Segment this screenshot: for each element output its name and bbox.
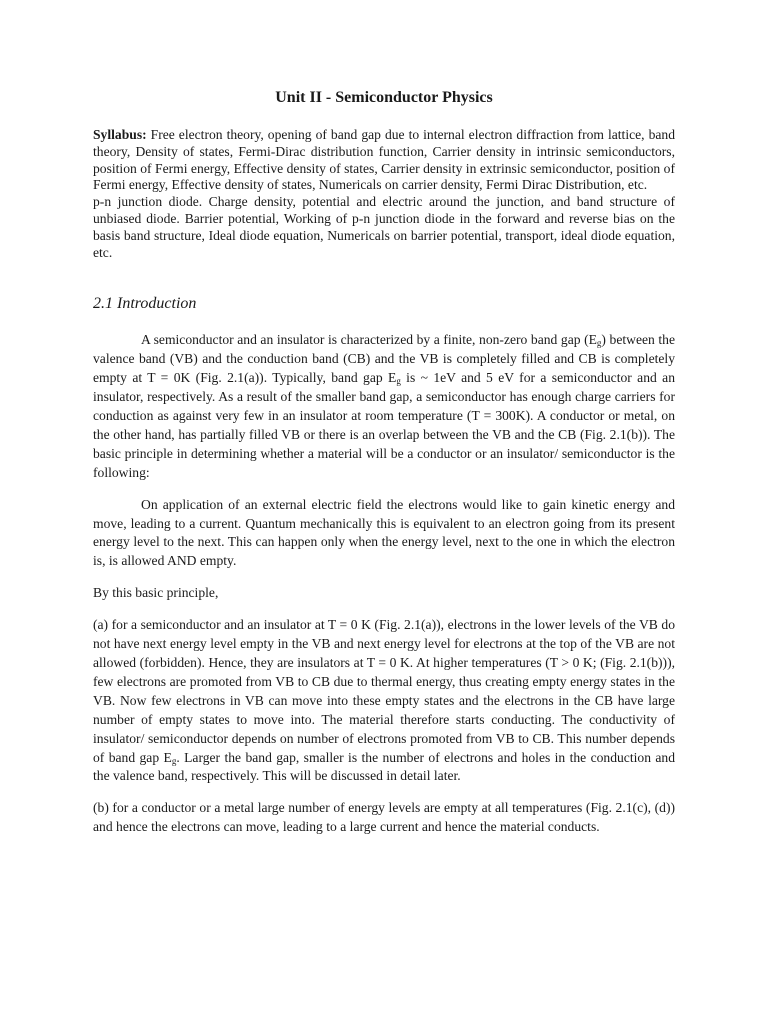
subscript-g: g xyxy=(171,755,177,766)
subscript-g: g xyxy=(396,376,401,387)
paragraph-3: By this basic principle, xyxy=(93,585,219,601)
paragraph-1-text-a: A semiconductor and an insulator is characterized by a finite, non-zero band gap (E xyxy=(141,332,597,348)
section-heading: 2.1 Introduction xyxy=(93,295,197,313)
paragraph-1 xyxy=(93,331,675,482)
syllabus-paragraph xyxy=(93,127,675,194)
syllabus-block xyxy=(93,127,675,261)
paragraph-1-text-b: ) between the valence band (VB) and the conduction band (CB) and the VB is completely filled and CB is completely empty at T = 0K (Fig. 2.1(a)). Typically, band gap E xyxy=(93,332,675,386)
syllabus-text: Free electron theory, opening of band gap due to internal electron diffraction from lattice, band theory, Density of states, Fermi-Dirac distribution function, Carrier density in intrinsic semiconductors, position of Fermi energy, Effective density of states, Carrier density in extrinsic semiconductor, position of Fermi energy, Effective density of states, Numericals on carrier density, Fermi Dirac Distribution, etc. xyxy=(93,127,675,193)
paragraph-4-text-b: . Larger the band gap, smaller is the number of electrons and holes in the conduction and the valence band, respectively. This will be discussed in detail later. xyxy=(93,749,676,784)
paragraph-4 xyxy=(93,616,675,786)
subscript-g: g xyxy=(596,338,602,349)
paragraph-5: (b) for a conductor or a metal large number of energy levels are empty at all temperatures (Fig. 2.1(c), (d)) and hence the electrons can move, leading to a large current and hence the material conducts. xyxy=(93,800,675,835)
syllabus-label: Syllabus: xyxy=(93,127,147,142)
paragraph-2: On application of an external electric field the electrons would like to gain kinetic energy and move, leading to a current. Quantum mechanically this is equivalent to an electron going from its present energy level to the next. This can happen only when the energy level, next to the one in which the electron is, is allowed AND empty. xyxy=(93,496,675,569)
document-page xyxy=(93,88,675,850)
page-title: Unit II - Semiconductor Physics xyxy=(275,89,493,106)
syllabus-paragraph-2: p-n junction diode. Charge density, potential and electric around the junction, and band structure of unbiased diode. Barrier potential, Working of p-n junction diode in the forward and reverse bias on the basis band structure, Ideal diode equation, Numericals on barrier potential, transport, ideal diode equation, etc. xyxy=(93,194,675,260)
paragraph-4-text-a: (a) for a semiconductor and an insulator at T = 0 K (Fig. 2.1(a)), electrons in the lower levels of the VB do not have next energy level empty in the VB and next energy level for electrons at the top of the VB are not allowed (forbidden). Hence, they are insulators at T = 0 K. At higher temperatures (T > 0 K; (Fig. 2.1(b))), few electrons are promoted from VB to CB due to thermal energy, thus creating empty energy states in the VB. Now few electrons in VB can move into these empty states and the electrons in the CB have large number of empty states to move into. The material therefore starts conducting. The conductivity of insulator/ semiconductor depends on number of electrons promoted from VB to CB. This number depends of band gap E xyxy=(93,617,675,765)
paragraph-1-text-c: is ~ 1eV and 5 eV for a semiconductor and an insulator, respectively. As a result of the smaller band gap, a semiconductor has enough charge carriers for conduction as against very few in an insulator at room temperature (T = 300K). A conductor or metal, on the other hand, has partially filled VB or there is an overlap between the VB and the CB (Fig. 2.1(b)). The basic principle in determining whether a material will be a conductor or an insulator/ semiconductor is the following: xyxy=(93,370,675,480)
section-body xyxy=(93,331,675,837)
